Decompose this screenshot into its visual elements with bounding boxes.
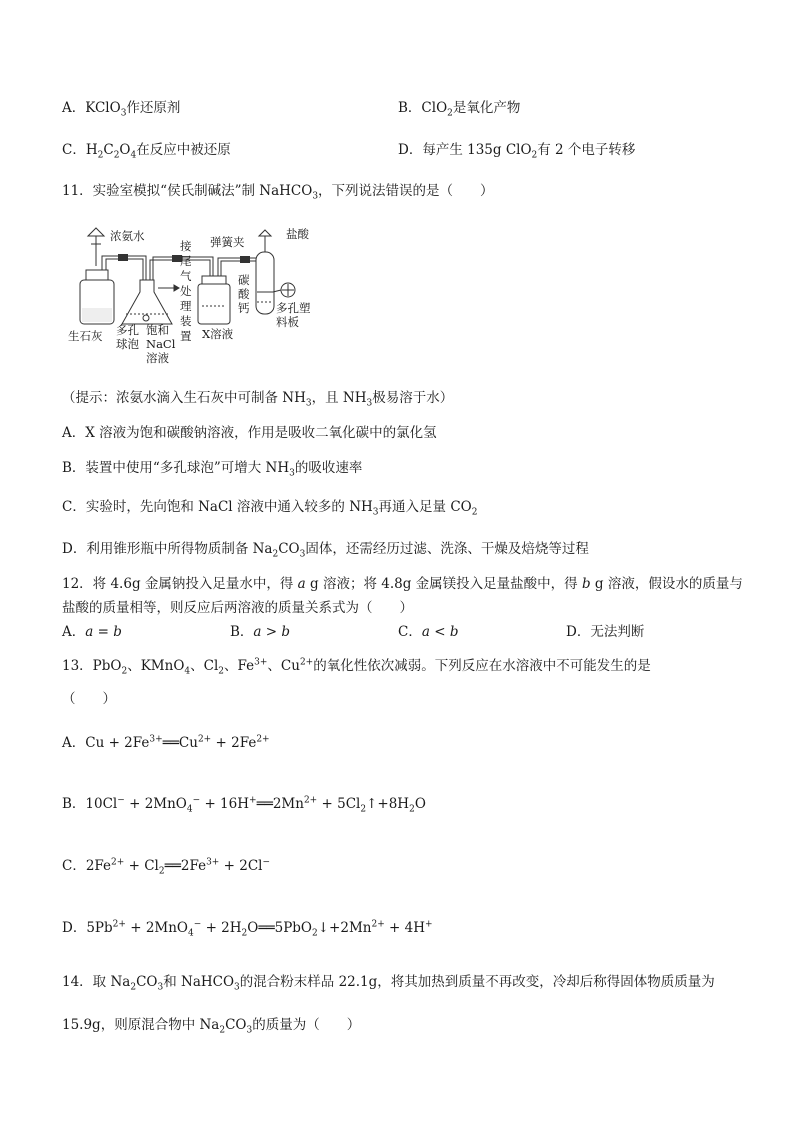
q11-option-a: A．X 溶液为饱和碳酸钠溶液，作用是吸收二氧化碳中的氯化氢 xyxy=(62,425,437,441)
label-caco3-3: 钙 xyxy=(238,301,250,315)
label-ammonia: 浓氨水 xyxy=(110,229,145,243)
q11-stem: 11．实验室模拟“侯氏制碱法”制 NaHCO$_3$，下列说法错误的是（ ） xyxy=(62,183,494,202)
label-tail-gas-7: 置 xyxy=(180,329,192,343)
label-nacl-1: 饱和 xyxy=(146,323,169,337)
label-x-solution: X溶液 xyxy=(202,327,234,341)
label-spring-clip: 弹簧夹 xyxy=(210,235,245,249)
label-caco3-1: 碳 xyxy=(238,273,250,287)
label-hcl: 盐酸 xyxy=(286,227,309,241)
label-quicklime: 生石灰 xyxy=(68,329,103,343)
label-porous-bulb-1: 多孔 xyxy=(116,323,139,337)
label-plastic-plate-1: 多孔塑 xyxy=(276,301,311,315)
q11-hint: （提示：浓氨水滴入生石灰中可制备 $NH_3$，且 $NH_3$极易溶于水） xyxy=(62,390,454,409)
label-tail-gas-1: 接 xyxy=(180,239,192,253)
label-nacl-2: NaCl xyxy=(146,337,176,351)
label-tail-gas-5: 理 xyxy=(180,299,192,313)
q10-option-c: C．$H_2C_2O_4$在反应中被还原 xyxy=(62,142,231,161)
q11-option-c: C．实验时，先向饱和 NaCl 溶液中通入较多的 $NH_3$再通入足量 $CO_2$ xyxy=(62,499,478,518)
q12-option-d: D．无法判断 xyxy=(566,624,645,640)
q14-stem-line-2: 15.9g，则原混合物中 $Na_2CO_3$的质量为（ ） xyxy=(62,1017,361,1036)
q14-stem-line-1: 14．取 $Na_2CO_3$和 NaHCO$_3$的混合粉末样品 22.1g，将其加热到质量不再改变，冷却后称得固体物质质量为 xyxy=(62,974,715,993)
q11-apparatus-diagram xyxy=(62,222,342,372)
q13-option-b: B．$10Cl^- + 2MnO_4^- + 16H^+══2Mn^{2+}$ + $5Cl_2↑+8H_2O$ xyxy=(62,795,426,815)
label-tail-gas-4: 处 xyxy=(180,284,192,298)
q10-option-b: B．ClO$_2$是氧化产物 xyxy=(398,100,521,119)
label-porous-bulb-2: 球泡 xyxy=(116,337,139,351)
q12-option-a: A．a = b xyxy=(62,624,122,640)
q12-stem-line-2: 盐酸的质量相等，则反应后两溶液的质量关系式为（ ） xyxy=(62,600,413,616)
q13-option-c: C．$2Fe^{2+}$ + $Cl_2══2Fe^{3+} + 2Cl^-$ xyxy=(62,857,271,877)
label-tail-gas-2: 尾 xyxy=(180,254,192,268)
q11-option-b: B．装置中使用“多孔球泡”可增大 $NH_3$的吸收速率 xyxy=(62,460,363,479)
q13-option-d: D．$5Pb^{2+} + 2MnO_4^-$ + $2H_2O══5PbO_2↓+2Mn^{2+} + 4H^+$ xyxy=(62,919,433,939)
label-plastic-plate-2: 料板 xyxy=(276,315,299,329)
label-tail-gas-3: 气 xyxy=(180,269,192,283)
label-tail-gas-6: 装 xyxy=(180,314,192,328)
q13-option-a: A．$Cu + 2Fe^{3+}══Cu^{2+} + 2Fe^{2+}$ xyxy=(62,734,270,751)
q10-option-d: D．每产生 135g ClO$_2$有 2 个电子转移 xyxy=(398,142,636,161)
q10-option-a: A．KClO$_3$作还原剂 xyxy=(62,100,181,119)
q12-stem-line-1: 12．将 4.6g 金属钠投入足量水中，得 a g 溶液；将 4.8g 金属镁投入足量盐酸中，得 b g 溶液，假设水的质量与 xyxy=(62,576,743,592)
label-caco3-2: 酸 xyxy=(238,287,250,301)
q13-stem-line-1: 13．PbO$_2$、KMnO$_4$、$Cl_2$、$Fe^{3+}$、$Cu^{2+}$的氧化性依次减弱。下列反应在水溶液中不可能发生的是 xyxy=(62,657,651,677)
q12-option-c: C．a < b xyxy=(398,624,459,640)
q13-stem-line-2: （ ） xyxy=(62,691,116,707)
label-nacl-3: 溶液 xyxy=(146,351,169,365)
q11-option-d: D．利用锥形瓶中所得物质制备 $Na_2CO_3$固体，还需经历过滤、洗涤、干燥及焙烧等过程 xyxy=(62,541,589,560)
q12-option-b: B．a > b xyxy=(230,624,291,640)
